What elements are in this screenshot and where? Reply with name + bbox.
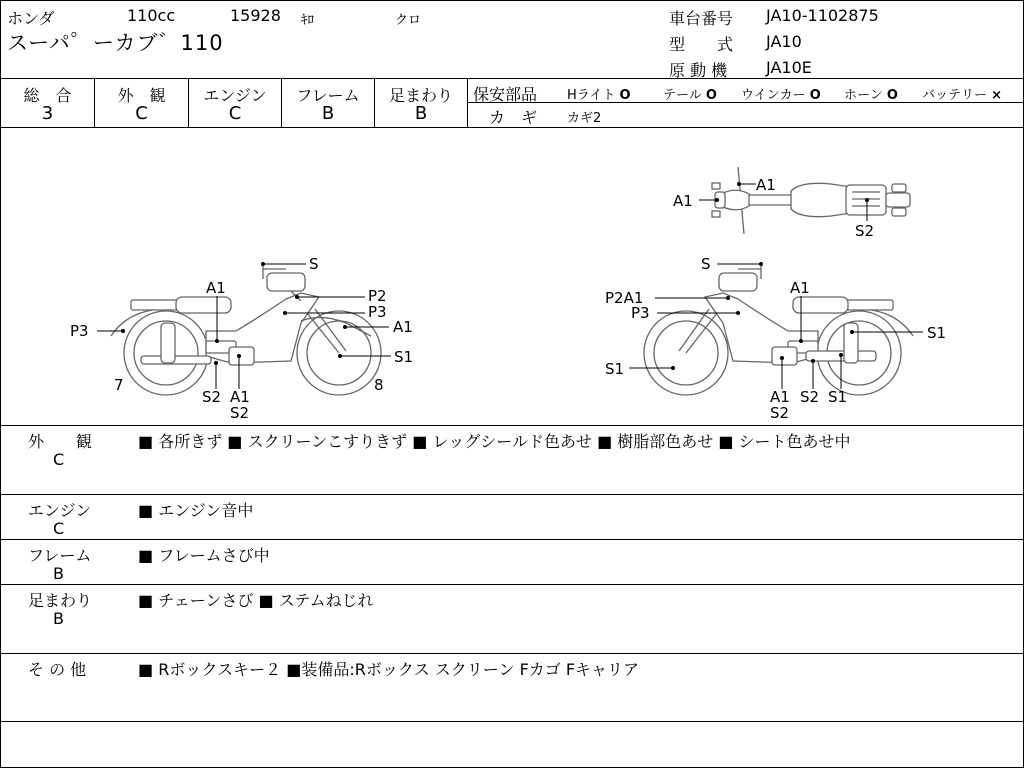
diagram-label: S1 [605, 360, 625, 378]
divider [1, 78, 1023, 79]
rating-label: フレーム [296, 86, 360, 105]
rating-value: C [228, 103, 242, 124]
safety-item-tail [663, 84, 717, 103]
engine-label: 原 動 機 [669, 61, 728, 80]
section-grade-exterior: C [53, 450, 65, 469]
diagram-label: P2A1 [605, 289, 644, 307]
safety-item-mark: O [886, 88, 898, 103]
safety-item-name: ウインカー [741, 88, 806, 103]
type-value: JA10 [766, 32, 802, 51]
rating-value: B [414, 103, 428, 124]
rating-frame [282, 81, 374, 127]
diagram-label: 7 [114, 376, 124, 394]
diagram-label: S1 [828, 388, 848, 406]
section-notes-suspension: ■ チェーンさび ■ ステムねじれ [138, 591, 374, 610]
diagram-label: A1 [230, 388, 250, 406]
section-label-other: そ の 他 [28, 660, 87, 679]
engine-value: JA10E [766, 58, 812, 77]
section-label-frame: フレーム [28, 546, 92, 565]
diagram-label: S1 [394, 348, 414, 366]
rating-value: C [135, 103, 148, 124]
divider [1, 584, 1023, 585]
diagram-label: S1 [927, 324, 947, 342]
diagram-label: S2 [855, 222, 875, 240]
model-name: スーパ゜ーカブ゛110 [7, 31, 224, 55]
rating-label: 外 観 [117, 86, 166, 105]
diagram-label: A1 [673, 192, 693, 210]
safety-item-name: ホーン [844, 88, 883, 103]
frame-no: JA10-1102875 [766, 6, 879, 25]
rating-value: 3 [41, 103, 54, 124]
key-label: カ ギ [489, 108, 538, 127]
safety-item-battery [922, 84, 1002, 103]
diagram-label: A1 [393, 318, 413, 336]
left-side-bike [111, 263, 381, 395]
safety-item-name: Hライト [567, 88, 616, 103]
safety-item-mark: × [991, 88, 1003, 103]
section-notes-engine: ■ エンジン音中 [138, 501, 254, 520]
rating-value: B [321, 103, 335, 124]
frame-no-label: 車台番号 [669, 9, 734, 28]
section-notes-frame: ■ フレームさび中 [138, 546, 270, 565]
section-grade-frame: B [53, 564, 64, 583]
safety-item-horn [844, 84, 898, 103]
key-value: カギ2 [567, 111, 602, 126]
displacement: 110cc [127, 6, 176, 25]
section-label-suspension: 足まわり [28, 591, 93, 610]
diagram-label: P2 [368, 287, 387, 305]
diagram-label: P3 [70, 322, 89, 340]
safety-item-name: バッテリー [922, 88, 988, 103]
damage-diagram [1, 129, 1023, 425]
rating-label: エンジン [203, 86, 267, 105]
diagram-label: S2 [770, 404, 790, 422]
diagram-label: S2 [800, 388, 820, 406]
rating-engine [189, 81, 281, 127]
diagram-label: A1 [756, 176, 776, 194]
safety-item-mark: O [619, 88, 631, 103]
diagram-label: S [701, 255, 711, 273]
section-grade-engine: C [53, 519, 65, 538]
mileage-unit: ｷﾛ [301, 13, 314, 28]
divider [1, 425, 1023, 426]
rating-exterior [95, 81, 188, 127]
section-notes-exterior: ■ 各所きず ■ スクリーンこすりきず ■ レッグシールド色あせ ■ 樹脂部色あせ ■ シート色あせ中 [138, 432, 851, 451]
diagram-label: S2 [202, 388, 222, 406]
rating-overall [1, 81, 94, 127]
diagram-label: 8 [374, 376, 384, 394]
maker: ホンダ [7, 9, 55, 28]
color: クロ [395, 13, 422, 28]
rating-suspension [375, 81, 467, 127]
safety-label: 保安部品 [473, 85, 538, 104]
diagram-label: A1 [770, 388, 790, 406]
safety-item-winker [741, 84, 821, 103]
top-view-bike [712, 167, 910, 234]
section-grade-suspension: B [53, 609, 64, 628]
safety-item-mark: O [705, 88, 717, 103]
rating-label: 足まわり [388, 86, 453, 105]
section-notes-other: ■ Rボックスキー２ ■装備品:Rボックス スクリーン Fカゴ Fキャリア [138, 660, 640, 679]
type-label: 型 式 [669, 35, 734, 54]
diagram-label: P3 [368, 303, 387, 321]
divider [1, 494, 1023, 495]
diagram-label: A1 [206, 279, 226, 297]
divider [1, 721, 1023, 722]
safety-item-mark: O [809, 88, 821, 103]
rating-label: 総 合 [23, 86, 72, 105]
right-side-bike [644, 263, 913, 395]
divider [1, 653, 1023, 654]
section-label-engine: エンジン [28, 501, 92, 520]
divider [467, 79, 468, 127]
section-label-exterior: 外 観 [28, 432, 93, 451]
safety-item-name: テール [663, 88, 702, 103]
mileage: 15928 [230, 6, 281, 25]
divider [1, 539, 1023, 540]
diagram-label: S2 [230, 404, 250, 422]
diagram-label: P3 [631, 304, 650, 322]
safety-item-headlight [567, 84, 631, 103]
diagram-label: A1 [790, 279, 810, 297]
diagram-label: S [309, 255, 319, 273]
